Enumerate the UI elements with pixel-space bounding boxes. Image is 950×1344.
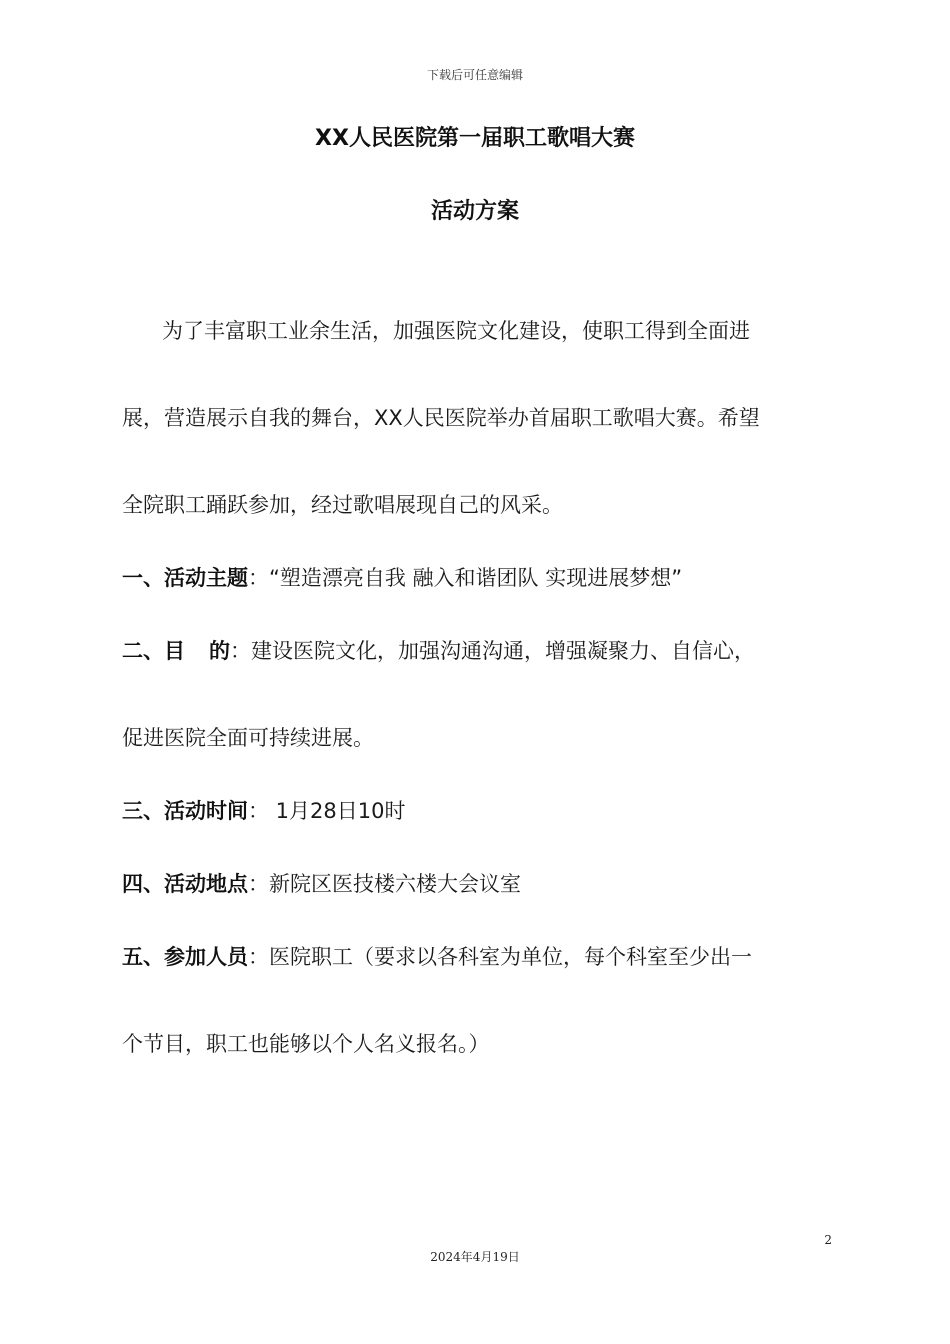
page-number: 2 (824, 1233, 832, 1247)
footer-date: 2024年4月19日 (430, 1250, 520, 1264)
section-purpose-heading-a: 二、目 (122, 639, 185, 663)
section-theme (122, 563, 834, 593)
section-time (122, 796, 834, 826)
section-participants-continuation: 个节目，职工也能够以个人名义报名。） (122, 1032, 490, 1056)
document-subtitle: 活动方案 (430, 199, 519, 224)
section-purpose-heading-b: 的 (209, 639, 230, 663)
intro-line-1: 为了丰富职工业余生活，加强医院文化建设，使职工得到全面进 (162, 319, 750, 343)
intro-line-2: 展，营造展示自我的舞台，XX人民医院举办首届职工歌唱大赛。希望 (122, 406, 760, 430)
section-time-text: ： 1月28日10时 (248, 799, 406, 823)
section-location-heading: 四、活动地点 (122, 872, 248, 896)
section-purpose-text: ：建设医院文化，加强沟通沟通，增强凝聚力、自信心， (230, 639, 755, 663)
section-theme-heading: 一、活动主题 (122, 566, 248, 590)
header-note: 下载后可任意编辑 (426, 68, 523, 82)
section-participants-text: ：医院职工（要求以各科室为单位，每个科室至少出一 (248, 945, 752, 969)
document-title: XX人民医院第一届职工歌唱大赛 (315, 126, 635, 151)
section-purpose (122, 636, 834, 666)
section-location-text: ：新院区医技楼六楼大会议室 (248, 872, 521, 896)
section-location (122, 869, 834, 899)
section-purpose-continuation: 促进医院全面可持续进展。 (122, 726, 374, 750)
section-time-heading: 三、活动时间 (122, 799, 248, 823)
section-participants (122, 942, 834, 972)
intro-line-3: 全院职工踊跃参加，经过歌唱展现自己的风采。 (122, 493, 563, 517)
section-theme-text: ：“塑造漂亮自我 融入和谐团队 实现进展梦想” (248, 566, 683, 590)
section-participants-heading: 五、参加人员 (122, 945, 248, 969)
